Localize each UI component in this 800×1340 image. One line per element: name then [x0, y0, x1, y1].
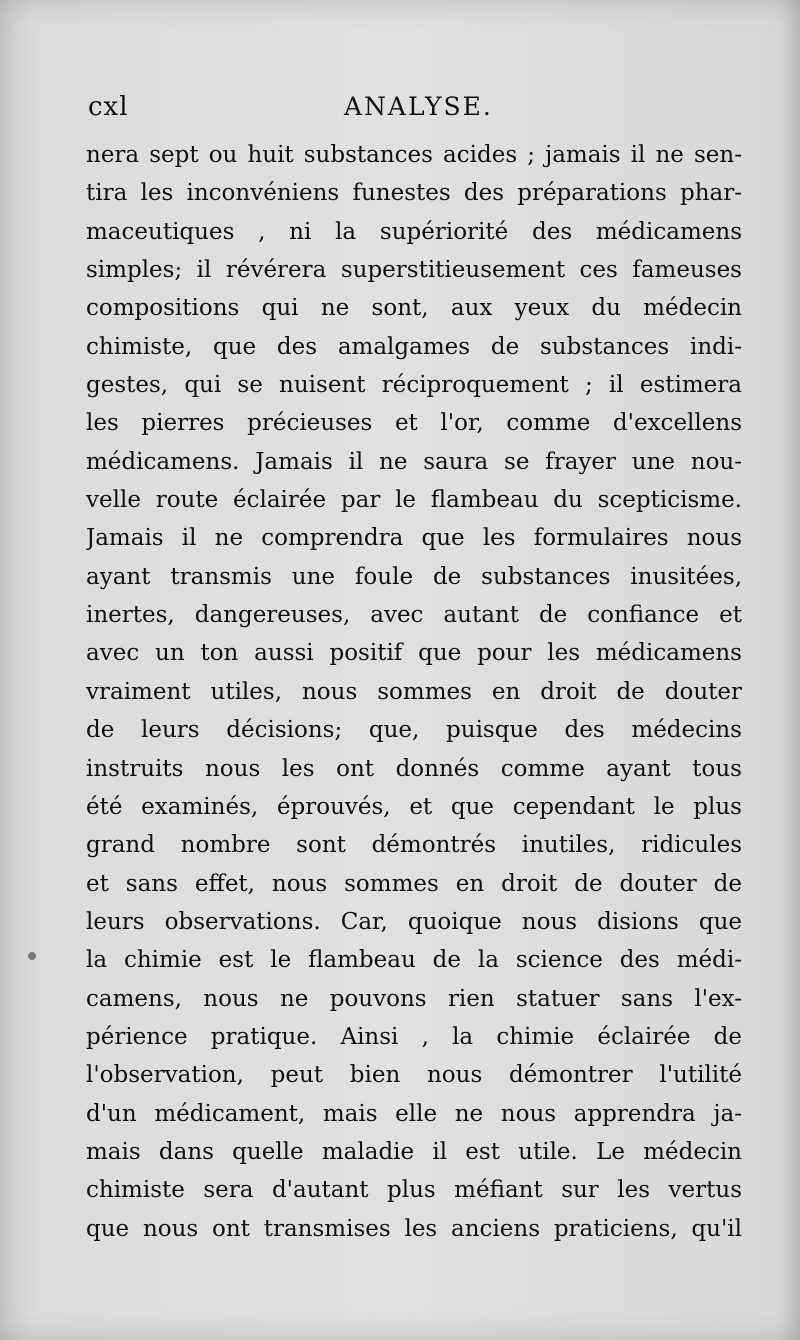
text-line: simples; il révérera superstitieusement ces fameuses [86, 257, 742, 284]
body-text [86, 136, 742, 1248]
text-line: les pierres précieuses et l'or, comme d'excellens [86, 410, 742, 437]
text-line: mais dans quelle maladie il est utile. Le médecin [86, 1138, 742, 1165]
text-line: périence pratique. Ainsi , la chimie éclairée de [86, 1023, 742, 1050]
text-line: grand nombre sont démontrés inutiles, ridicules [86, 832, 742, 859]
text-line: avec un ton aussi positif que pour les médicamens [86, 640, 742, 667]
text-line: instruits nous les ont donnés comme ayant tous [86, 755, 742, 782]
text-line: compositions qui ne sont, aux yeux du médecin [86, 295, 742, 322]
text-line: d'un médicament, mais elle ne nous apprendra ja- [86, 1100, 742, 1127]
text-line: vraiment utiles, nous sommes en droit de douter [86, 678, 742, 705]
text-line: la chimie est le flambeau de la science des médi- [86, 947, 742, 974]
text-line: gestes, qui se nuisent réciproquement ; il estimera [86, 372, 742, 399]
text-line: été examinés, éprouvés, et que cependant le plus [86, 793, 742, 820]
text-line: et sans effet, nous sommes en droit de douter de [86, 870, 742, 897]
text-line: que nous ont transmises les anciens praticiens, qu'il [86, 1215, 742, 1242]
running-title: ANALYSE. [344, 92, 493, 121]
page-header [88, 92, 738, 132]
text-line: maceutiques , ni la supériorité des médicamens [86, 218, 742, 245]
text-line: velle route éclairée par le flambeau du scepticisme. [86, 487, 742, 514]
text-line: chimiste, que des amalgames de substances indi- [86, 333, 742, 360]
text-line: médicamens. Jamais il ne saura se frayer une nou- [86, 448, 742, 475]
paper-speck [28, 952, 36, 960]
text-line: chimiste sera d'autant plus méfiant sur les vertus [86, 1177, 742, 1204]
text-line: leurs observations. Car, quoique nous disions que [86, 908, 742, 935]
page-number: cxl [88, 92, 129, 122]
text-line: tira les inconvéniens funestes des préparations phar- [86, 180, 742, 207]
text-line: Jamais il ne comprendra que les formulaires nous [86, 525, 742, 552]
text-line: camens, nous ne pouvons rien statuer sans l'ex- [86, 985, 742, 1012]
text-line: l'observation, peut bien nous démontrer l'utilité [86, 1062, 742, 1089]
text-line: ayant transmis une foule de substances inusitées, [86, 563, 742, 590]
text-line: inertes, dangereuses, avec autant de confiance et [86, 602, 742, 629]
text-line: nera sept ou huit substances acides ; jamais il ne sen- [86, 142, 742, 168]
text-line: de leurs décisions; que, puisque des médecins [86, 717, 742, 744]
